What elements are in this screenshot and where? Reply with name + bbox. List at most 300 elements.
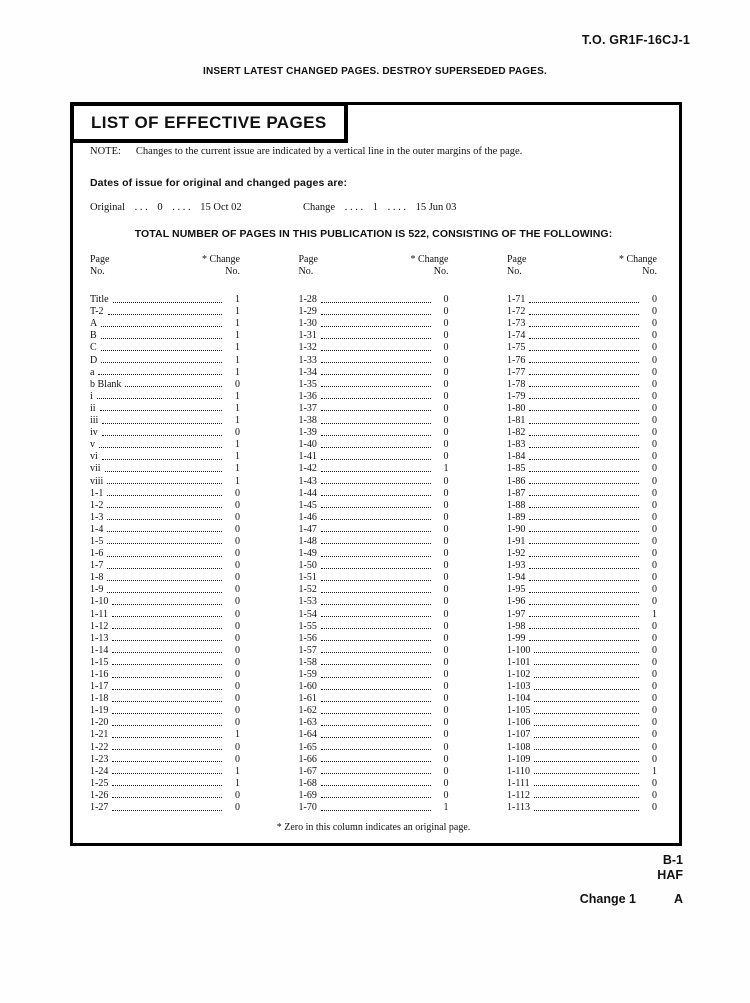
leader-dots — [321, 374, 431, 375]
change-number: 1 — [372, 202, 378, 213]
leader-dots — [112, 640, 222, 641]
change-no: 1 — [235, 463, 240, 475]
change-no: 0 — [235, 669, 240, 680]
change-no: 0 — [235, 584, 240, 596]
table-row — [299, 341, 449, 353]
change-no: 0 — [235, 632, 240, 644]
page-no: 1-8 — [90, 572, 104, 584]
table-row — [507, 740, 657, 752]
page-no: 1-111 — [507, 777, 530, 789]
change-no: 0 — [443, 584, 449, 596]
page-no: 1-73 — [507, 318, 526, 330]
page-no: 1-40 — [298, 439, 317, 451]
change-no: 0 — [235, 535, 240, 547]
leader-dots — [529, 556, 639, 557]
footer-change-label: Change 1 — [579, 892, 636, 906]
table-row — [90, 366, 240, 378]
page-no: 1-77 — [507, 366, 526, 378]
page-no: 1-108 — [507, 741, 531, 753]
table-row — [90, 450, 240, 462]
page-no: 1-69 — [298, 789, 317, 801]
change-no: 0 — [235, 487, 240, 499]
leader-dots — [321, 531, 431, 532]
page-no: 1-93 — [507, 560, 526, 572]
leader-dots — [98, 374, 222, 375]
table-rows — [299, 293, 449, 813]
original-date: 15 Oct 02 — [200, 202, 242, 213]
leader-dots — [321, 302, 431, 303]
leader-dots — [102, 423, 222, 424]
page-no: 1-37 — [298, 402, 317, 414]
table-row — [299, 704, 449, 716]
page-no: 1-7 — [90, 560, 104, 572]
change-no: 1 — [235, 294, 240, 306]
change-no: 0 — [652, 342, 657, 354]
table-row — [299, 438, 449, 450]
page-no: iii — [90, 415, 99, 427]
change-no: 1 — [235, 390, 240, 402]
table-row — [299, 607, 449, 619]
table-row — [90, 499, 240, 511]
page-no: 1-38 — [298, 415, 317, 427]
change-no: 1 — [235, 318, 240, 330]
table-row — [507, 607, 657, 619]
change-no: 0 — [443, 306, 449, 318]
note-label: NOTE: — [90, 146, 121, 157]
table-row — [507, 414, 657, 426]
table-row — [299, 378, 449, 390]
leader-dots: . . . . — [172, 202, 191, 213]
leader-dots: . . . . — [344, 202, 364, 213]
leader-dots — [529, 495, 639, 496]
leader-dots — [97, 398, 222, 399]
page-no: vii — [90, 463, 101, 475]
table-row — [90, 547, 240, 559]
table-row — [90, 487, 240, 499]
change-no: 0 — [652, 669, 657, 680]
leader-dots — [534, 749, 639, 750]
leader-dots — [100, 410, 222, 411]
table-row — [299, 317, 449, 329]
leader-dots — [321, 495, 431, 496]
table-row — [507, 644, 657, 656]
change-no: 0 — [443, 608, 449, 620]
table-row — [507, 801, 657, 813]
change-no: 1 — [443, 802, 449, 814]
table-row — [507, 656, 657, 668]
table-row — [299, 426, 449, 438]
table-row — [507, 438, 657, 450]
table-row — [507, 305, 657, 317]
change-no: 0 — [652, 584, 657, 596]
table-row — [507, 499, 657, 511]
table-row — [90, 462, 240, 474]
change-no: 0 — [235, 644, 240, 656]
page-no: 1-11 — [90, 608, 108, 620]
table-row — [90, 378, 240, 390]
leader-dots — [529, 640, 639, 641]
table-row — [90, 680, 240, 692]
page-no: 1-57 — [298, 644, 317, 656]
table-rows — [90, 293, 240, 813]
page-no: 1-39 — [298, 427, 317, 439]
leader-dots — [529, 435, 639, 436]
table-row — [90, 740, 240, 752]
table-row — [299, 656, 449, 668]
page-no: 1-68 — [298, 777, 317, 789]
page-no: b Blank — [90, 378, 122, 390]
table-row — [507, 353, 657, 365]
table-row — [90, 607, 240, 619]
list-of-effective-pages-section — [70, 102, 682, 846]
change-no: 0 — [235, 572, 240, 584]
page-no: 1-22 — [90, 741, 109, 753]
leader-dots — [321, 785, 431, 786]
change-no: 0 — [235, 548, 240, 560]
column-header — [507, 254, 657, 278]
page-no: 1-49 — [298, 548, 317, 560]
leader-dots — [529, 338, 639, 339]
change-no: 0 — [443, 499, 449, 511]
leader-dots — [321, 435, 431, 436]
leader-dots — [529, 326, 639, 327]
change-no: 1 — [652, 765, 657, 777]
page-no: ii — [90, 402, 96, 414]
page-no: B — [90, 330, 97, 342]
change-no: 0 — [443, 741, 449, 753]
page-no: 1-13 — [90, 632, 109, 644]
table-row — [507, 668, 657, 680]
footer-page-number: B-1 — [662, 853, 683, 867]
table-row — [299, 644, 449, 656]
page-no: 1-96 — [507, 596, 526, 608]
change-no: 0 — [235, 802, 240, 814]
leader-dots — [321, 689, 431, 690]
change-no: 0 — [652, 366, 657, 378]
table-row — [299, 668, 449, 680]
leader-dots — [529, 628, 639, 629]
page-no: 1-26 — [90, 789, 109, 801]
table-row — [90, 559, 240, 571]
table-row — [299, 728, 449, 740]
leader-dots — [529, 374, 639, 375]
leader-dots — [529, 314, 639, 315]
change-no: 0 — [652, 729, 657, 741]
leader-dots — [321, 398, 431, 399]
page-no: 1-81 — [507, 415, 526, 427]
page-no: 1-94 — [507, 572, 526, 584]
leader-dots — [102, 435, 222, 436]
page-no: 1-36 — [298, 390, 317, 402]
change-no: 0 — [443, 535, 449, 547]
leader-dots — [112, 713, 222, 714]
page-no: a — [90, 366, 95, 378]
table-row — [299, 801, 449, 813]
page-no: 1-85 — [507, 463, 526, 475]
page-no: 1-79 — [507, 390, 526, 402]
leader-dots — [534, 713, 639, 714]
change-no: 0 — [652, 402, 657, 414]
change-no: 0 — [652, 523, 657, 535]
page-no: 1-86 — [507, 475, 526, 487]
page-no: 1-35 — [298, 378, 317, 390]
page-no: 1-109 — [507, 753, 531, 765]
table-row — [299, 390, 449, 402]
table-row — [90, 789, 240, 801]
page-no: C — [90, 342, 97, 354]
tech-order-number: T.O. GR1F-16CJ-1 — [581, 33, 690, 47]
page-no: viii — [90, 475, 104, 487]
table-row — [299, 329, 449, 341]
change-no: 1 — [235, 354, 240, 366]
leader-dots — [321, 459, 431, 460]
table-row — [507, 511, 657, 523]
page-no: 1-18 — [90, 693, 109, 705]
change-no: 0 — [652, 463, 657, 475]
table-row — [299, 353, 449, 365]
table-row — [507, 680, 657, 692]
leader-dots — [534, 797, 639, 798]
change-no: 0 — [443, 378, 449, 390]
change-no: 0 — [443, 548, 449, 560]
page-no: 1-110 — [507, 765, 530, 777]
change-no: 0 — [235, 511, 240, 523]
zero-footnote: * Zero in this column indicates an original page. — [276, 822, 471, 833]
table-row — [299, 680, 449, 692]
page-no: 1-27 — [90, 802, 109, 814]
change-no: 0 — [443, 390, 449, 402]
change-no: 0 — [235, 717, 240, 729]
change-no: 0 — [235, 753, 240, 765]
page-no: 1-5 — [90, 535, 104, 547]
change-no: 0 — [443, 632, 449, 644]
page-no: 1-72 — [507, 306, 526, 318]
change-no: 1 — [235, 475, 240, 487]
change-no: 0 — [652, 415, 657, 427]
page-no: A — [90, 318, 98, 330]
leader-dots — [112, 701, 222, 702]
page-no: 1-21 — [90, 729, 109, 741]
change-no: 0 — [443, 644, 449, 656]
table-row — [507, 462, 657, 474]
page-no: 1-63 — [298, 717, 317, 729]
change-no: 0 — [443, 330, 449, 342]
leader-dots — [107, 543, 222, 544]
change-no: 0 — [652, 511, 657, 523]
leader-dots — [112, 689, 222, 690]
leader-dots — [529, 302, 639, 303]
page-no: 1-53 — [298, 596, 317, 608]
table-row — [507, 704, 657, 716]
page-no: 1-58 — [298, 656, 317, 668]
page-no: 1-4 — [90, 523, 104, 535]
leader-dots — [321, 556, 431, 557]
change-no: 0 — [235, 427, 240, 439]
table-row — [90, 801, 240, 813]
table-row — [90, 765, 240, 777]
table-row — [507, 390, 657, 402]
page-no: 1-90 — [507, 523, 526, 535]
change-no: 0 — [652, 596, 657, 608]
page-no: 1-98 — [507, 620, 526, 632]
table-row — [299, 753, 449, 765]
page-no: 1-84 — [507, 451, 526, 463]
leader-dots — [321, 773, 431, 774]
change-no: 0 — [235, 378, 240, 390]
page-no: 1-50 — [298, 560, 317, 572]
change-no: 0 — [652, 451, 657, 463]
leader-dots — [534, 652, 639, 653]
change-no: 0 — [235, 656, 240, 668]
table-row — [299, 462, 449, 474]
leader-dots — [321, 580, 431, 581]
change-no: 0 — [443, 511, 449, 523]
page-no: T-2 — [90, 306, 104, 318]
change-no: 0 — [443, 765, 449, 777]
total-pages-line: TOTAL NUMBER OF PAGES IN THIS PUBLICATION IS 522, CONSISTING OF THE FOLLOWING: — [134, 228, 613, 240]
change-no: 0 — [443, 439, 449, 451]
table-row — [299, 366, 449, 378]
change-no: 1 — [235, 366, 240, 378]
leader-dots — [321, 447, 431, 448]
leader-dots — [529, 398, 639, 399]
leader-dots — [529, 471, 639, 472]
page-no: 1-103 — [507, 681, 531, 693]
leader-dots — [529, 483, 639, 484]
page-no: 1-31 — [298, 330, 317, 342]
table-row — [90, 668, 240, 680]
leader-dots — [529, 604, 639, 605]
page-no: 1-67 — [298, 765, 317, 777]
table-row — [90, 293, 240, 305]
leader-dots — [529, 616, 639, 617]
change-no: 0 — [652, 439, 657, 451]
leader-dots — [99, 447, 222, 448]
leader-dots — [529, 362, 639, 363]
table-row — [507, 487, 657, 499]
page-no: 1-95 — [507, 584, 526, 596]
page-no: 1-75 — [507, 342, 526, 354]
change-no: 0 — [235, 608, 240, 620]
leader-dots — [529, 592, 639, 593]
table-row — [90, 523, 240, 535]
change-no: 0 — [443, 572, 449, 584]
table-row — [90, 305, 240, 317]
change-no: 0 — [652, 620, 657, 632]
table-row — [507, 728, 657, 740]
leader-dots — [112, 773, 222, 774]
change-no: 0 — [652, 656, 657, 668]
table-row — [507, 692, 657, 704]
table-row — [299, 474, 449, 486]
table-row — [90, 535, 240, 547]
page-no: 1-64 — [298, 729, 317, 741]
leader-dots — [321, 568, 431, 569]
change-no: 0 — [443, 523, 449, 535]
page-footer — [0, 853, 683, 907]
original-issue — [90, 202, 303, 213]
original-change-number: 0 — [157, 202, 163, 213]
page-no: 1-51 — [298, 572, 317, 584]
page-no: 1-2 — [90, 499, 104, 511]
table-row — [299, 583, 449, 595]
leader-dots — [529, 423, 639, 424]
page-no: 1-16 — [90, 669, 109, 680]
table-row — [299, 305, 449, 317]
change-no: 0 — [235, 681, 240, 693]
leader-dots — [107, 592, 222, 593]
leader-dots: . . . . — [387, 202, 406, 213]
leader-dots — [321, 737, 431, 738]
change-no: 0 — [235, 560, 240, 572]
page-no: 1-78 — [507, 378, 526, 390]
leader-dots: . . . — [134, 202, 148, 213]
page-no: 1-20 — [90, 717, 109, 729]
leader-dots — [321, 640, 431, 641]
change-no: 0 — [652, 717, 657, 729]
leader-dots — [321, 350, 431, 351]
table-row — [299, 414, 449, 426]
footer-change-row — [0, 892, 683, 907]
page-no: 1-23 — [90, 753, 109, 765]
table-row — [90, 777, 240, 789]
table-row — [299, 293, 449, 305]
leader-dots — [321, 362, 431, 363]
table-row — [507, 317, 657, 329]
change-no: 0 — [235, 741, 240, 753]
change-no: 1 — [235, 765, 240, 777]
table-row — [299, 620, 449, 632]
page-no: 1-99 — [507, 632, 526, 644]
page-no-header: Page No. — [298, 254, 318, 277]
page-no: 1-61 — [298, 693, 317, 705]
change-no: 1 — [235, 777, 240, 789]
change-no: 1 — [235, 415, 240, 427]
document-page — [0, 33, 750, 1003]
leader-dots — [321, 810, 431, 811]
change-no: 0 — [652, 572, 657, 584]
change-no: 0 — [652, 330, 657, 342]
leader-dots — [321, 519, 431, 520]
leader-dots — [534, 773, 639, 774]
table-row — [507, 789, 657, 801]
leader-dots — [321, 604, 431, 605]
page-no: 1-88 — [507, 499, 526, 511]
change-no: 0 — [652, 693, 657, 705]
leader-dots — [107, 495, 222, 496]
change-no: 0 — [652, 705, 657, 717]
change-no: 1 — [235, 451, 240, 463]
table-row — [507, 378, 657, 390]
leader-dots — [107, 580, 222, 581]
change-no: 0 — [652, 475, 657, 487]
change-no: 0 — [235, 693, 240, 705]
table-row — [507, 753, 657, 765]
table-row — [507, 595, 657, 607]
change-no: 0 — [443, 777, 449, 789]
column-header — [299, 254, 449, 278]
page-title: LIST OF EFFECTIVE PAGES — [70, 102, 348, 143]
change-no: 0 — [443, 596, 449, 608]
leader-dots — [321, 410, 431, 411]
table-row — [90, 571, 240, 583]
leader-dots — [321, 713, 431, 714]
leader-dots — [534, 701, 639, 702]
leader-dots — [112, 616, 222, 617]
page-no: 1-62 — [298, 705, 317, 717]
leader-dots — [112, 628, 222, 629]
change-no: 0 — [443, 729, 449, 741]
